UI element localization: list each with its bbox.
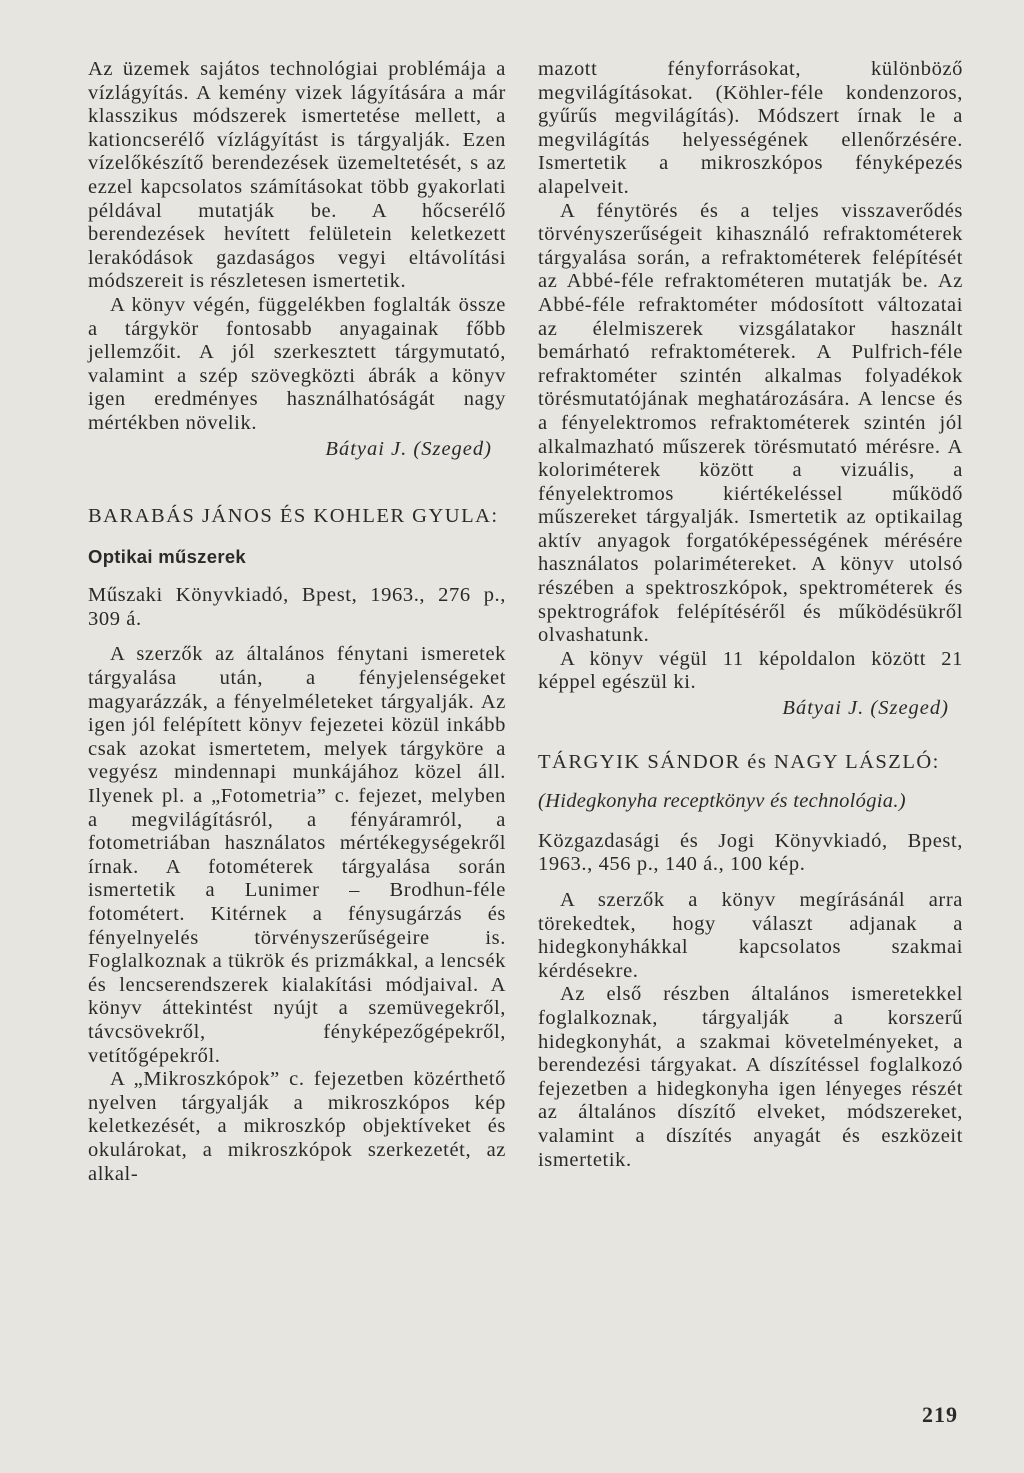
review2-paragraph-4: A fénytörés és a teljes visszaverődés törvényszerűségeit kihasználó refraktométerek tárgyalása során, a refraktométerek felépítését az Abbé-féle refraktométeren mutatják be. Az Abbé-féle refraktométer módosított változatai az élelmiszerek vizsgálatakor használt bemárható refraktométerek. A Pulfrich-féle refraktométer szintén alkalmas folyadékok törésmutatójának meghatározására. A lencse és a fényelektromos refraktométerek szintén jól alkalmazható műszerek törésmutató mérésre. A koloriméterek között a vizuális, a fényelektromos kiértékeléssel működő műszereket tárgyalják. Ismertetik az optikailag aktív anyagok forgatóképességének mérésére használatos polarimétereket. A könyv utolsó részében a spektroszkópok, spektrométerek és spektrográfok felépítéséről és működésükről olvashatunk. xyxy=(538,199,963,647)
review2-paragraph-1: A szerzők az általános fénytani ismeretek tárgyalása után, a fényjelenségeket magyarázzák, a fényelméleteket tárgyalják. Az igen jól felépített könyv fejezetei közül inkább csak azokat ismertetem, melyek tárgyköre a vegyész mindennapi munkájához közel áll. Ilyenek pl. a „Fotometria” c. fejezet, melyben a megvilágításról, a fényáramról, a fotometriában használatos mértékegységekről írnak. A fotométerek tárgyalása során ismertetik a Lunimer – Brodhun-féle fotométert. Kitérnek a fénysugárzás és fényelnyelés törvényszerűségeire is. Foglalkoznak a tükrök és prizmákkal, a lencsék és lencserendszerek kialakítási módjaival. A könyv áttekintést nyújt a szemüvegekről, távcsövekről, fényképezőgépekről, vetítőgépekről. xyxy=(88,643,506,1067)
review1-paragraph-1: Az üzemek sajátos technológiai problémája a vízlágyítás. A kemény vizek lágyítására a már klasszikus módszerek ismertetése mellett, a kationcserélő vízlágyítást is tárgyalják. Ezen vízelőkészítő berendezések üzemeltetését, s az ezzel kapcsolatos számításokat több gyakorlati példával mutatják be. A hőcserélő berendezések hevített felületein keletkezett lerakódások gazdaságos vegyi eltávolítási módszereit is részletesen ismertetik. xyxy=(88,58,506,293)
review2-book-title: Optikai műszerek xyxy=(88,545,247,567)
review2-paragraph-2: A „Mikroszkópok” c. fejezetben közérthető nyelven tárgyalják a mikroszkópos kép keletkezését, a mikroszkóp objektíveket és okulárokat, a mikroszkópok szerkezetét, az alkal- xyxy=(88,1068,506,1185)
review3-book-title: (Hidegkonyha receptkönyv és technológia.) xyxy=(538,790,906,813)
review1-paragraph-2: A könyv végén, függelékben foglalták össze a tárgykör fontosabb anyagainak főbb jellemzőit. A jól szerkesztett tárgymutató, valamint a szép szövegközti ábrák a könyv igen eredményes használhatóságát nagy mértékben növelik. xyxy=(88,293,506,434)
right-column xyxy=(538,58,963,1172)
review2-authors: BARABÁS JÁNOS ÉS KOHLER GYULA: xyxy=(88,505,499,528)
review2-signature: Bátyai J. (Szeged) xyxy=(782,697,949,720)
review1-signature: Bátyai J. (Szeged) xyxy=(325,437,492,460)
review2-paragraph-3: mazott fényforrásokat, különböző megvilágításokat. (Köhler-féle kondenzoros, gyűrűs megvilágítás). Módszert írnak le a megvilágítás helyességének ellenőrzésére. Ismertetik a mikroszkópos fényképezés alapelveit. xyxy=(538,58,963,198)
review3-paragraph-2: Az első részben általános ismeretekkel foglalkoznak, tárgyalják a korszerű hidegkonyhát, a szakmai követelményeket, a berendezési tárgyakat. A díszítéssel foglalkozó fejezetben a hidegkonyha igen lényeges részét az általános díszítő elveket, módszereket, valamint a díszítés anyagát és eszközeit ismertetik. xyxy=(538,983,963,1171)
review3-publication-info: Közgazdasági és Jogi Könyvkiadó, Bpest, 1963., 456 p., 140 á., 100 kép. xyxy=(538,829,963,876)
review3-authors: TÁRGYIK SÁNDOR és NAGY LÁSZLÓ: xyxy=(538,750,940,773)
review2-publication-info: Műszaki Könyvkiadó, Bpest, 1963., 276 p., 309 á. xyxy=(88,584,506,630)
left-column xyxy=(88,58,506,1186)
review2-paragraph-5: A könyv végül 11 képoldalon között 21 képpel egészül ki. xyxy=(538,647,963,694)
page-number: 219 xyxy=(922,1402,958,1427)
review3-paragraph-1: A szerzők a könyv megírásánál arra törekedtek, hogy választ adjanak a hidegkonyhákkal kapcsolatos szakmai kérdésekre. xyxy=(538,889,963,982)
